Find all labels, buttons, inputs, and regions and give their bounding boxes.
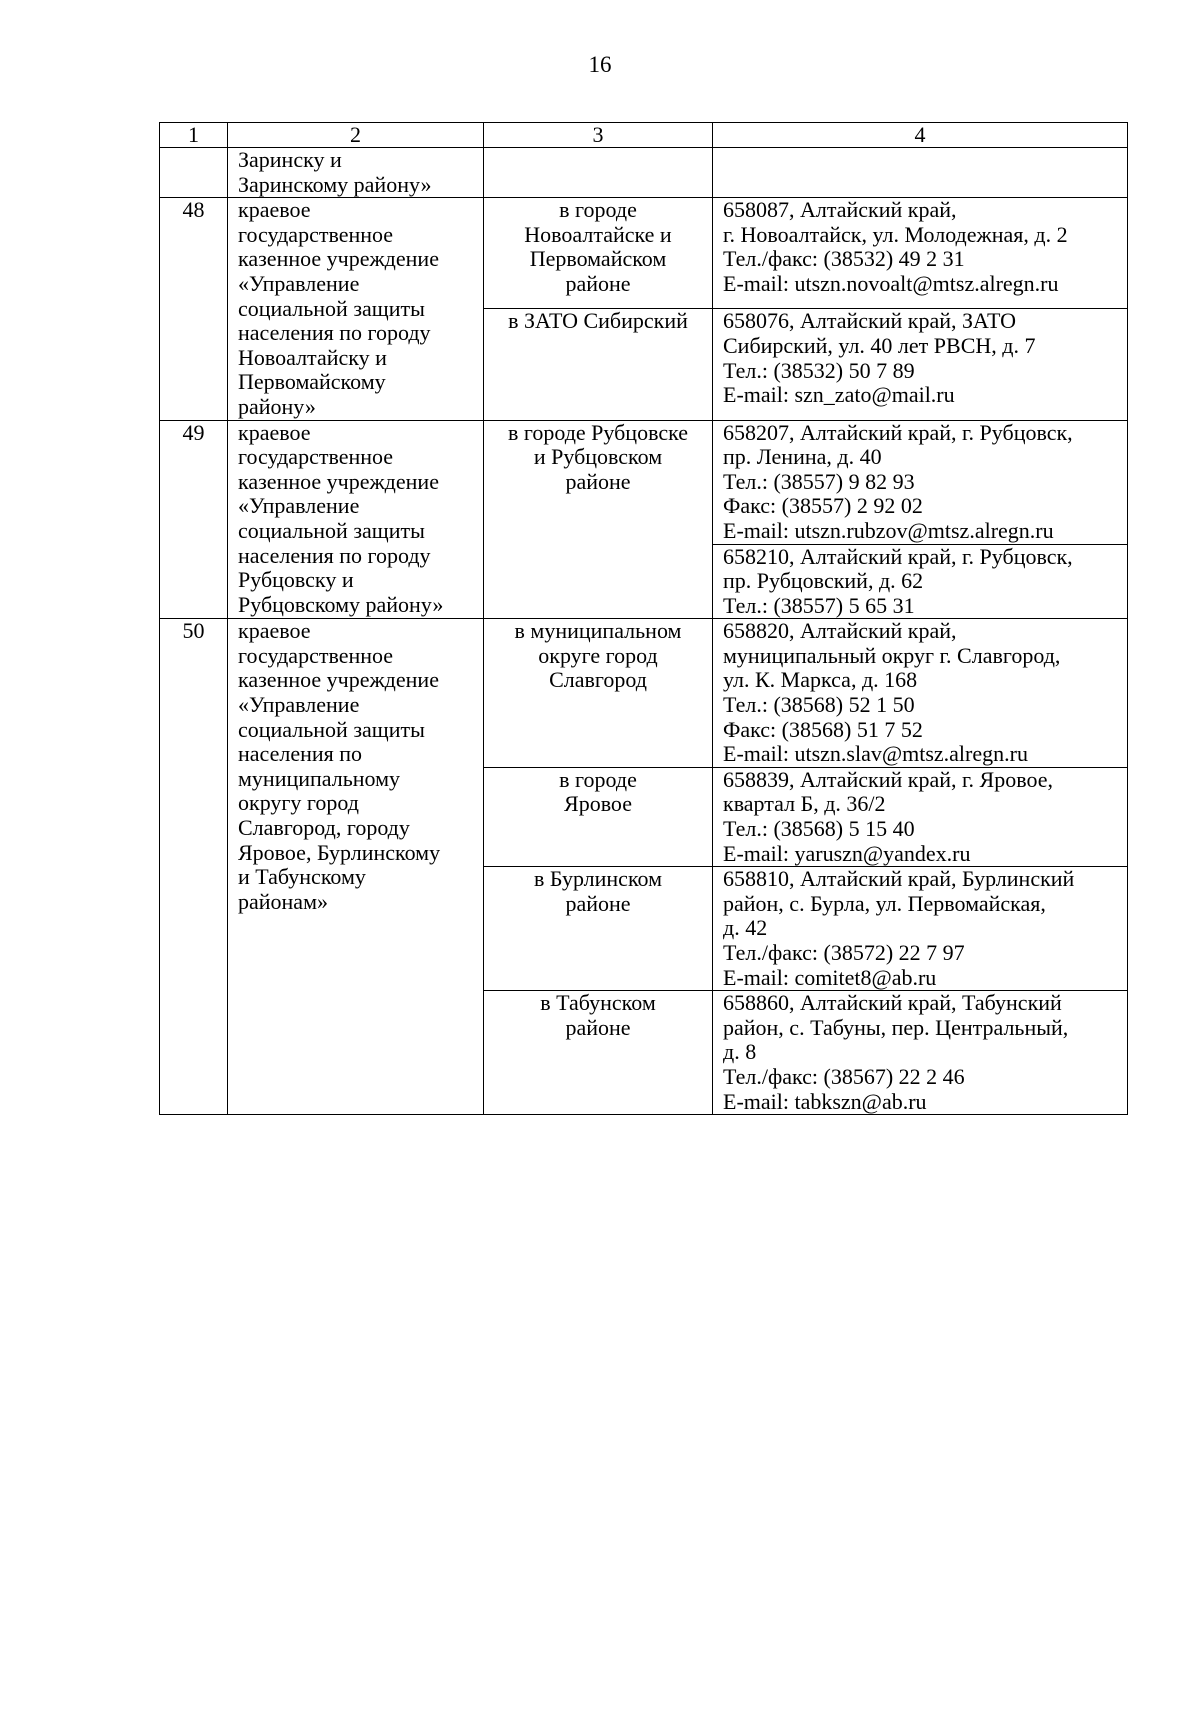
area-line: в муниципальном — [514, 618, 682, 644]
column-header-1: 1 — [160, 123, 228, 148]
organization-line: Первомайскому — [238, 369, 386, 395]
contact-line: ул. К. Маркса, д. 168 — [723, 667, 918, 693]
organization-line: населения по городу — [238, 320, 431, 346]
table-row — [160, 148, 1128, 198]
contact-line: Факс: (38568) 51 7 52 — [723, 716, 923, 742]
service-area — [484, 198, 713, 309]
organization-line: районам» — [238, 888, 328, 914]
area-line: в городе — [559, 197, 637, 223]
area-line: районе — [565, 890, 631, 916]
organization-line: округу город — [238, 790, 359, 816]
column-header-4: 4 — [713, 123, 1128, 148]
contact-line: 658820, Алтайский край, — [723, 618, 957, 644]
contact-line: Тел./факс: (38567) 22 2 46 — [723, 1063, 965, 1089]
organization-name — [228, 198, 484, 420]
area-line: округе город — [538, 642, 658, 668]
contact-line: Тел./факс: (38572) 22 7 97 — [723, 940, 965, 965]
contact-line: E-mail: yaruszn@yandex.ru — [723, 840, 971, 866]
contact-line: 658076, Алтайский край, ЗАТО — [723, 308, 1017, 334]
table-row — [160, 198, 1128, 309]
contact-info — [713, 198, 1128, 309]
organization-line: социальной защиты — [238, 517, 425, 543]
organization-line: казенное учреждение — [238, 667, 439, 693]
contact-line: E-mail: utszn.rubzov@mtsz.alregn.ru — [723, 517, 1054, 543]
contact-line: E-mail: szn_zato@mail.ru — [723, 382, 955, 408]
organization-line: казенное учреждение — [238, 246, 439, 272]
contact-info — [713, 420, 1128, 544]
organization-line: Яровое, Бурлинскому — [238, 839, 441, 865]
area-line: Яровое — [564, 791, 632, 817]
offices-table — [159, 122, 1128, 1115]
service-area — [484, 991, 713, 1115]
contact-line: 658860, Алтайский край, Табунский — [723, 990, 1062, 1016]
area-line: районе — [565, 1014, 631, 1040]
contact-info — [713, 544, 1128, 619]
service-area — [484, 309, 713, 420]
organization-line: району» — [238, 393, 316, 419]
column-number-row — [160, 123, 1128, 148]
service-area — [484, 767, 713, 866]
service-area — [484, 420, 713, 619]
row-number: 50 — [160, 619, 228, 1115]
organization-name — [228, 619, 484, 1115]
area-line: районе — [565, 270, 631, 296]
contact-info — [713, 767, 1128, 866]
contact-line: 658810, Алтайский край, Бурлинский — [723, 866, 1075, 892]
contact-line: 658839, Алтайский край, г. Яровое, — [723, 766, 1053, 792]
row-number: 48 — [160, 198, 228, 420]
organization-line: государственное — [238, 642, 394, 668]
organization-line: социальной защиты — [238, 295, 425, 321]
area-line: в ЗАТО Сибирский — [508, 308, 688, 334]
contact-line: пр. Рубцовский, д. 62 — [723, 568, 924, 594]
organization-line: «Управление — [238, 270, 360, 296]
contact-line: 658087, Алтайский край, — [723, 197, 957, 223]
contact-line: район, с. Бурла, ул. Первомайская, — [723, 890, 1046, 916]
contact-info — [713, 619, 1128, 768]
area-line: и Рубцовском — [533, 444, 663, 470]
organization-line: краевое — [238, 197, 311, 223]
row-number — [160, 148, 228, 198]
contact-line: Тел.: (38557) 9 82 93 — [723, 468, 915, 494]
area-line: Новоалтайске и — [524, 221, 672, 247]
column-header-3: 3 — [484, 123, 713, 148]
organization-line: и Табунскому — [238, 864, 366, 890]
organization-line: Новоалтайску и — [238, 344, 387, 370]
table-row — [160, 619, 1128, 768]
organization-line: Рубцовску и — [238, 567, 354, 593]
organization-line: государственное — [238, 221, 394, 247]
organization-name — [228, 148, 484, 198]
area-line: Славгород — [549, 667, 647, 693]
area-line: в городе — [559, 766, 637, 792]
organization-line: Заринску и — [238, 147, 342, 172]
service-area — [484, 148, 713, 198]
contact-line: 658210, Алтайский край, г. Рубцовск, — [723, 543, 1073, 569]
organization-line: Славгород, городу — [238, 815, 410, 841]
table-row — [160, 420, 1128, 544]
contact-line: E-mail: comitet8@ab.ru — [723, 964, 937, 990]
contact-line: квартал Б, д. 36/2 — [723, 791, 886, 817]
contact-line: д. 8 — [723, 1039, 757, 1065]
organization-line: краевое — [238, 419, 311, 445]
contact-info — [713, 867, 1128, 991]
organization-line: краевое — [238, 618, 311, 644]
column-header-2: 2 — [228, 123, 484, 148]
contact-line: Факс: (38557) 2 92 02 — [723, 493, 923, 519]
organization-line: Рубцовскому району» — [238, 591, 444, 617]
area-line: в городе Рубцовске — [507, 419, 689, 445]
organization-line: населения по городу — [238, 542, 431, 568]
contact-line: Тел./факс: (38532) 49 2 31 — [723, 246, 965, 272]
contact-line: Тел.: (38568) 52 1 50 — [723, 692, 915, 718]
contact-line: Тел.: (38557) 5 65 31 — [723, 592, 915, 618]
area-line: районе — [565, 468, 631, 494]
contact-line: д. 42 — [723, 915, 768, 941]
contact-line: Сибирский, ул. 40 лет РВСН, д. 7 — [723, 332, 1036, 358]
service-area — [484, 619, 713, 768]
organization-name — [228, 420, 484, 619]
contact-line: E-mail: utszn.slav@mtsz.alregn.ru — [723, 741, 1028, 767]
service-area — [484, 867, 713, 991]
area-line: Первомайском — [529, 246, 667, 272]
area-line: в Бурлинском — [533, 866, 663, 892]
contact-line: E-mail: tabkszn@ab.ru — [723, 1088, 927, 1114]
organization-line: муниципальному — [238, 765, 401, 791]
contact-info — [713, 991, 1128, 1115]
contact-line: муниципальный округ г. Славгород, — [723, 642, 1061, 668]
organization-line: Заринскому району» — [238, 171, 432, 197]
organization-line: «Управление — [238, 493, 360, 519]
contact-line: 658207, Алтайский край, г. Рубцовск, — [723, 419, 1073, 445]
contact-line: пр. Ленина, д. 40 — [723, 444, 882, 470]
contact-line: Тел.: (38568) 5 15 40 — [723, 816, 915, 842]
contact-line: Тел.: (38532) 50 7 89 — [723, 357, 915, 383]
contact-info — [713, 148, 1128, 198]
page-number: 16 — [588, 52, 612, 77]
contact-info — [713, 309, 1128, 420]
organization-line: государственное — [238, 444, 394, 470]
table-body — [160, 148, 1128, 1115]
row-number: 49 — [160, 420, 228, 619]
organization-line: населения по — [238, 741, 363, 767]
contact-line: г. Новоалтайск, ул. Молодежная, д. 2 — [723, 221, 1068, 247]
organization-line: «Управление — [238, 692, 360, 718]
contact-line: район, с. Табуны, пер. Центральный, — [723, 1014, 1069, 1040]
organization-line: казенное учреждение — [238, 468, 439, 494]
organization-line: социальной защиты — [238, 716, 425, 742]
contact-line: E-mail: utszn.novoalt@mtsz.alregn.ru — [723, 270, 1059, 296]
area-line: в Табунском — [540, 990, 656, 1016]
